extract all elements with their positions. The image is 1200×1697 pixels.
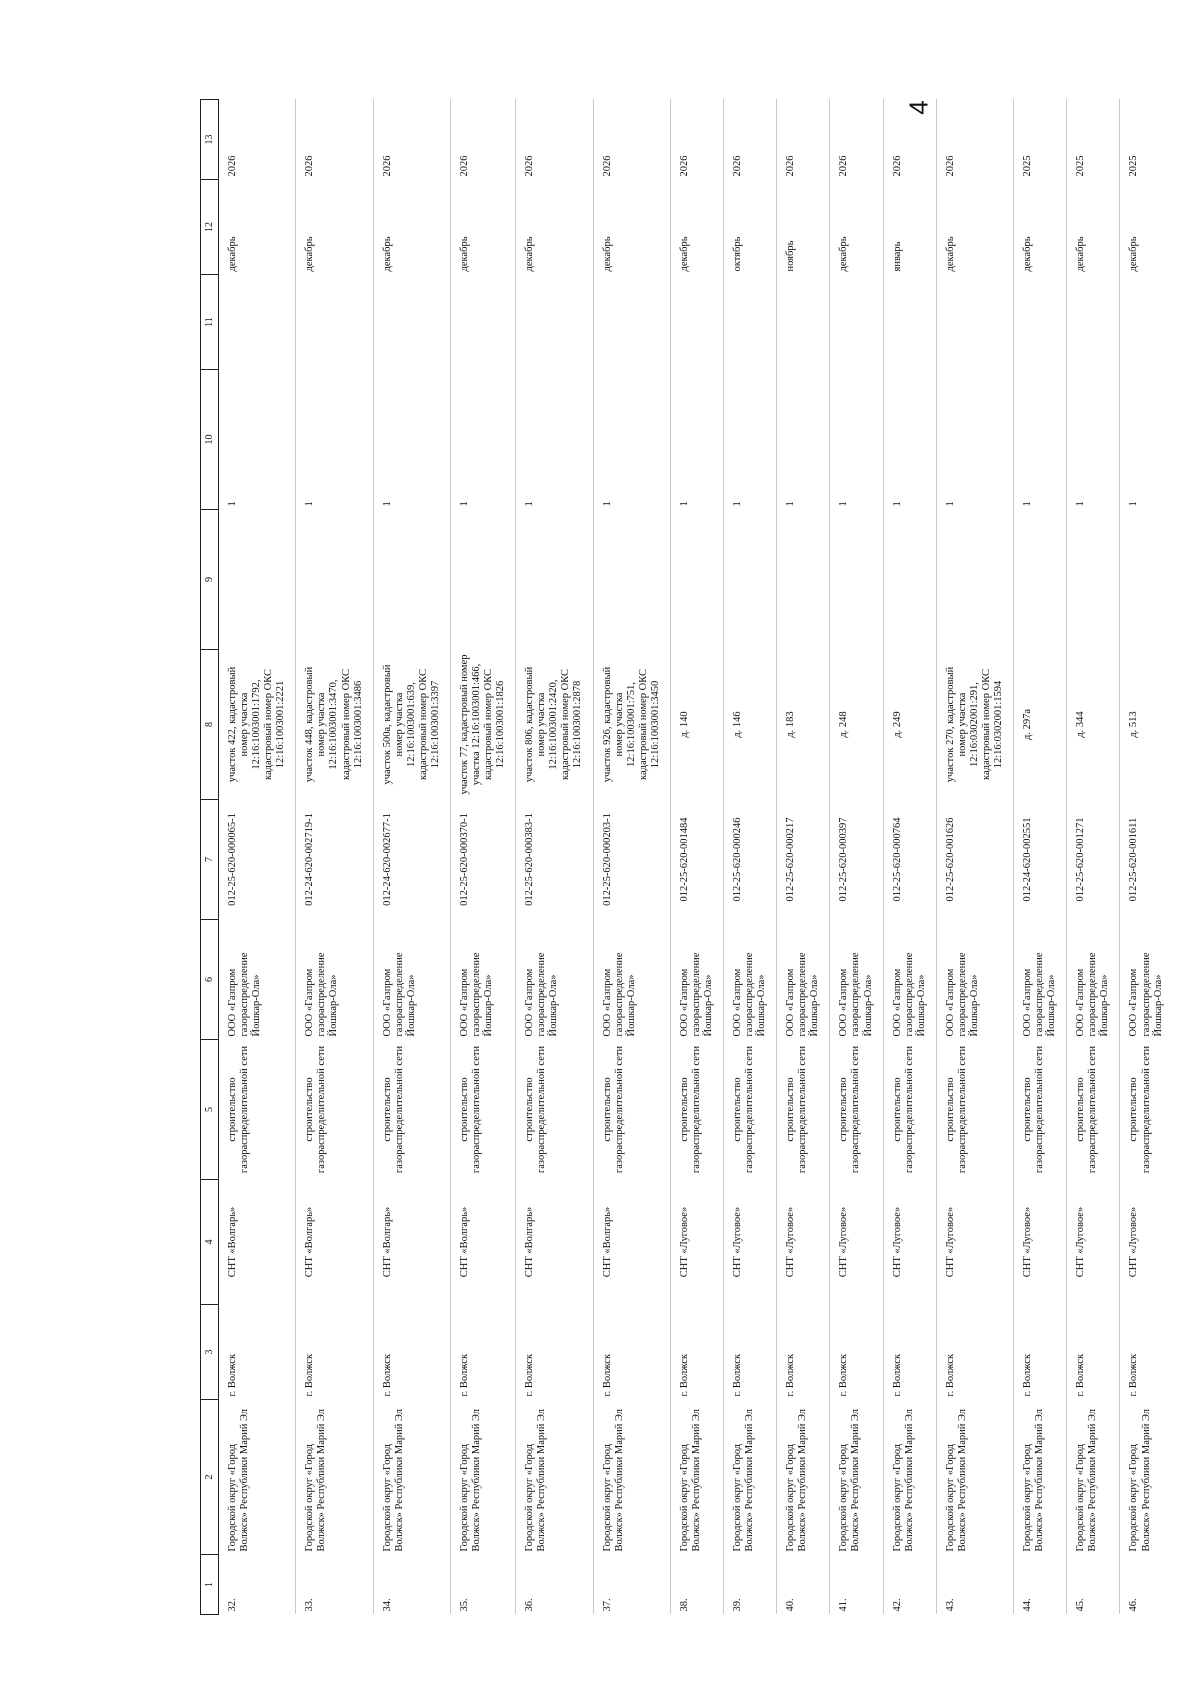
column-11-cell [450, 275, 515, 370]
quantity-cell: 1 [296, 370, 373, 510]
column-9-cell [724, 510, 777, 650]
organization-cell: ООО «Газпром газораспределение Йошкар-Ола» [219, 920, 296, 1040]
row-number-cell: 40. [777, 1555, 830, 1615]
district-cell: Городской округ «Город Волжск» Республики Марий Эл [1067, 1400, 1120, 1555]
organization-cell: ООО «Газпром газораспределение Йошкар-Ола» [296, 920, 373, 1040]
table-row [777, 100, 830, 1615]
city-cell: г. Волжск [724, 1305, 777, 1400]
snt-cell: СНТ «Луговое» [1128, 1206, 1140, 1278]
application-code-cell: 012-25-620-001626 [936, 800, 1013, 920]
quantity-cell: 1 [724, 370, 777, 510]
city-cell: г. Волжск [1014, 1305, 1067, 1400]
column-9-cell [516, 510, 593, 650]
table-body [219, 100, 1173, 1615]
row-number-cell: 37. [593, 1555, 670, 1615]
table-row [516, 100, 593, 1615]
quantity-cell: 1 [1014, 370, 1067, 510]
quantity-cell: 1 [450, 370, 515, 510]
work-type-cell: строительство газораспределительной сети [883, 1040, 936, 1180]
column-9-cell [777, 510, 830, 650]
address-cell: участок 448, кадастровый номер участка 12:16:1003001:3470, кадастровый номер ОКС 12:16:1003001:3486 [296, 650, 373, 800]
column-9-cell [1014, 510, 1067, 650]
year-cell: 2026 [777, 100, 830, 180]
column-9-cell [670, 510, 723, 650]
city-cell: г. Волжск [373, 1305, 450, 1400]
application-code-cell: 012-25-620-000383-1 [516, 800, 593, 920]
table-row [724, 100, 777, 1615]
organization-cell: ООО «Газпром газораспределение Йошкар-Ола» [830, 920, 883, 1040]
district-cell: Городской округ «Город Волжск» Республики Марий Эл [593, 1400, 670, 1555]
column-11-cell [777, 275, 830, 370]
column-11-cell [724, 275, 777, 370]
work-type-cell: строительство газораспределительной сети [830, 1040, 883, 1180]
quantity-cell: 1 [883, 370, 936, 510]
table-row [830, 100, 883, 1615]
organization-cell: ООО «Газпром газораспределение Йошкар-Ола» [373, 920, 450, 1040]
district-cell: Городской округ «Город Волжск» Республики Марий Эл [670, 1400, 723, 1555]
district-cell: Городской округ «Город Волжск» Республики Марий Эл [724, 1400, 777, 1555]
organization-cell: ООО «Газпром газораспределение Йошкар-Ола» [936, 920, 1013, 1040]
city-cell: г. Волжск [296, 1305, 373, 1400]
city-cell: г. Волжск [1128, 1353, 1140, 1397]
row-number-cell: 44. [1014, 1555, 1067, 1615]
table-row [296, 100, 373, 1615]
month-cell: декабрь [1067, 180, 1120, 275]
district-cell: Городской округ «Город Волжск» Республики Марий Эл [450, 1400, 515, 1555]
table-row [1014, 100, 1067, 1615]
organization-cell: ООО «Газпром газораспределение Йошкар-Ола» [1067, 920, 1120, 1040]
address-cell: д. 297а [1014, 650, 1067, 800]
table-row [219, 100, 296, 1615]
column-11-cell [1120, 275, 1173, 370]
quantity-cell: 1 [593, 370, 670, 510]
address-cell: д. 140 [670, 650, 723, 800]
table-row [373, 100, 450, 1615]
address-cell: участок 806, кадастровый номер участка 12:16:1003001:2420, кадастровый номер ОКС 12:16:1003001:2878 [516, 650, 593, 800]
work-type-cell: строительство газораспределительной сети [1128, 1045, 1152, 1174]
column-9-cell [450, 510, 515, 650]
application-code-cell: 012-25-620-000764 [883, 800, 936, 920]
district-cell: Городской округ «Город Волжск» Республики Марий Эл [516, 1400, 593, 1555]
month-cell: декабрь [830, 180, 883, 275]
quantity-cell: 1 [830, 370, 883, 510]
column-11-cell [883, 275, 936, 370]
district-cell: Городской округ «Город Волжск» Республики Марий Эл [296, 1400, 373, 1555]
snt-cell: СНТ «Луговое» [936, 1180, 1013, 1305]
column-header: 7 [201, 800, 219, 920]
column-header: 13 [201, 100, 219, 180]
snt-cell: СНТ «Волгарь» [516, 1180, 593, 1305]
column-11-cell [219, 275, 296, 370]
address-cell: участок 77, кадастровый номер участка 12:16:1003001:466, кадастровый номер ОКС 12:16:1003001:1826 [450, 650, 515, 800]
column-number-row [201, 100, 219, 1615]
column-9-cell [219, 510, 296, 650]
organization-cell: ООО «Газпром газораспределение Йошкар-Ола» [450, 920, 515, 1040]
application-code-cell: 012-25-620-001484 [670, 800, 723, 920]
quantity-cell: 1 [373, 370, 450, 510]
year-cell: 2025 [1014, 100, 1067, 180]
row-number-cell: 36. [516, 1555, 593, 1615]
organization-cell: ООО «Газпром газораспределение Йошкар-Ола» [516, 920, 593, 1040]
application-code-cell: 012-24-620-002719-1 [296, 800, 373, 920]
organization-cell: ООО «Газпром газораспределение Йошкар-Ола» [883, 920, 936, 1040]
column-header: 12 [201, 180, 219, 275]
month-cell: октябрь [724, 180, 777, 275]
year-cell: 2026 [724, 100, 777, 180]
snt-cell: СНТ «Луговое» [883, 1180, 936, 1305]
column-header: 11 [201, 275, 219, 370]
city-cell: г. Волжск [1067, 1305, 1120, 1400]
application-code-cell: 012-25-620-001271 [1067, 800, 1120, 920]
snt-cell: СНТ «Луговое» [830, 1180, 883, 1305]
city-cell: г. Волжск [777, 1305, 830, 1400]
year-cell: 2026 [670, 100, 723, 180]
month-cell: декабрь [516, 180, 593, 275]
column-header: 4 [201, 1180, 219, 1305]
row-number-cell: 42. [883, 1555, 936, 1615]
column-header: 9 [201, 510, 219, 650]
column-header: 8 [201, 650, 219, 800]
district-cell: Городской округ «Город Волжск» Республики Марий Эл [936, 1400, 1013, 1555]
column-11-cell [936, 275, 1013, 370]
column-header: 5 [201, 1040, 219, 1180]
month-cell: декабрь [593, 180, 670, 275]
table-row [1067, 100, 1120, 1615]
row-number-cell: 45. [1067, 1555, 1120, 1615]
address-cell: участок 422, кадастровый номер участка 12:16:1003001:1792, кадастровый номер ОКС 12:16:1003001:2221 [219, 650, 296, 800]
column-11-cell [830, 275, 883, 370]
column-11-cell [1067, 275, 1120, 370]
column-11-cell [516, 275, 593, 370]
snt-cell: СНТ «Волгарь» [593, 1180, 670, 1305]
row-number-cell: 39. [724, 1555, 777, 1615]
year-cell: 2026 [593, 100, 670, 180]
column-11-cell [593, 275, 670, 370]
address-cell: участок 926, кадастровый номер участка 12:16:1003001:751, кадастровый номер ОКС 12:16:1003001:3450 [593, 650, 670, 800]
month-cell: декабрь [373, 180, 450, 275]
row-number-cell: 33. [296, 1555, 373, 1615]
month-cell: декабрь [450, 180, 515, 275]
address-cell: д. 249 [883, 650, 936, 800]
city-cell: г. Волжск [883, 1305, 936, 1400]
row-number-cell: 32. [219, 1555, 296, 1615]
snt-cell: СНТ «Луговое» [670, 1180, 723, 1305]
district-cell: Городской округ «Город Волжск» Республики Марий Эл [830, 1400, 883, 1555]
district-cell: Городской округ «Город Волжск» Республики Марий Эл [1014, 1400, 1067, 1555]
column-header: 6 [201, 920, 219, 1040]
page-number: 4 [903, 100, 934, 115]
work-type-cell: строительство газораспределительной сети [296, 1040, 373, 1180]
column-header: 3 [201, 1305, 219, 1400]
month-cell: декабрь [296, 180, 373, 275]
year-cell: 2025 [1128, 155, 1140, 177]
column-9-cell [593, 510, 670, 650]
column-9-cell [1120, 510, 1173, 650]
city-cell: г. Волжск [516, 1305, 593, 1400]
organization-cell: ООО «Газпром газораспределение Йошкар-Ола» [777, 920, 830, 1040]
table-row [593, 100, 670, 1615]
district-cell: Городской округ «Город Волжск» Республики Марий Эл [883, 1400, 936, 1555]
row-number-cell: 43. [936, 1555, 1013, 1615]
column-9-cell [296, 510, 373, 650]
year-cell: 2026 [516, 100, 593, 180]
rotated-table-area [200, 100, 1164, 1615]
gasification-table [200, 99, 1173, 1615]
snt-cell: СНТ «Волгарь» [450, 1180, 515, 1305]
application-code-cell: 012-24-620-002677-1 [373, 800, 450, 920]
application-code-cell: 012-25-620-000065-1 [219, 800, 296, 920]
district-cell: Городской округ «Город Волжск» Республики Марий Эл [1128, 1409, 1152, 1552]
address-cell: д. 183 [777, 650, 830, 800]
application-code-cell: 012-25-620-000370-1 [450, 800, 515, 920]
column-9-cell [1067, 510, 1120, 650]
column-9-cell [936, 510, 1013, 650]
year-cell: 2025 [1067, 100, 1120, 180]
column-header: 2 [201, 1400, 219, 1555]
column-9-cell [883, 510, 936, 650]
city-cell: г. Волжск [936, 1305, 1013, 1400]
quantity-cell: 1 [777, 370, 830, 510]
city-cell: г. Волжск [219, 1305, 296, 1400]
address-cell: д. 344 [1067, 650, 1120, 800]
snt-cell: СНТ «Луговое» [1014, 1180, 1067, 1305]
district-cell: Городской округ «Город Волжск» Республики Марий Эл [219, 1400, 296, 1555]
work-type-cell: строительство газораспределительной сети [219, 1040, 296, 1180]
quantity-cell: 1 [1067, 370, 1120, 510]
work-type-cell: строительство газораспределительной сети [936, 1040, 1013, 1180]
application-code-cell: 012-25-620-000217 [777, 800, 830, 920]
work-type-cell: строительство газораспределительной сети [1067, 1040, 1120, 1180]
snt-cell: СНТ «Волгарь» [296, 1180, 373, 1305]
work-type-cell: строительство газораспределительной сети [593, 1040, 670, 1180]
year-cell: 2026 [219, 100, 296, 180]
row-number-cell: 46. [1128, 1598, 1140, 1612]
table-row [450, 100, 515, 1615]
month-cell: ноябрь [777, 180, 830, 275]
application-code-cell: 012-24-620-002551 [1014, 800, 1067, 920]
address-cell: д. 513 [1128, 711, 1140, 738]
city-cell: г. Волжск [670, 1305, 723, 1400]
month-cell: декабрь [936, 180, 1013, 275]
organization-cell: ООО «Газпром газораспределение Йошкар-Ола» [1128, 952, 1164, 1037]
address-cell: участок 500а, кадастровый номер участка 12:16:1003001:639, кадастровый номер ОКС 12:16:1003001:3397 [373, 650, 450, 800]
year-cell: 2026 [830, 100, 883, 180]
work-type-cell: строительство газораспределительной сети [670, 1040, 723, 1180]
organization-cell: ООО «Газпром газораспределение Йошкар-Ола» [724, 920, 777, 1040]
city-cell: г. Волжск [450, 1305, 515, 1400]
city-cell: г. Волжск [830, 1305, 883, 1400]
address-cell: д. 248 [830, 650, 883, 800]
column-9-cell [830, 510, 883, 650]
work-type-cell: строительство газораспределительной сети [777, 1040, 830, 1180]
table-row [670, 100, 723, 1615]
month-cell: декабрь [219, 180, 296, 275]
month-cell: январь [883, 180, 936, 275]
quantity-cell: 1 [516, 370, 593, 510]
month-cell: декабрь [1128, 236, 1140, 272]
quantity-cell: 1 [936, 370, 1013, 510]
column-header: 1 [201, 1555, 219, 1615]
organization-cell: ООО «Газпром газораспределение Йошкар-Ола» [593, 920, 670, 1040]
application-code-cell: 012-25-620-000246 [724, 800, 777, 920]
column-11-cell [373, 275, 450, 370]
application-code-cell: 012-25-620-001611 [1128, 817, 1140, 902]
year-cell: 2026 [450, 100, 515, 180]
row-number-cell: 38. [670, 1555, 723, 1615]
work-type-cell: строительство газораспределительной сети [1014, 1040, 1067, 1180]
work-type-cell: строительство газораспределительной сети [450, 1040, 515, 1180]
quantity-cell: 1 [1128, 501, 1140, 507]
snt-cell: СНТ «Луговое» [724, 1180, 777, 1305]
organization-cell: ООО «Газпром газораспределение Йошкар-Ола» [670, 920, 723, 1040]
application-code-cell: 012-25-620-000203-1 [593, 800, 670, 920]
snt-cell: СНТ «Луговое» [1067, 1180, 1120, 1305]
row-number-cell: 35. [450, 1555, 515, 1615]
column-11-cell [1014, 275, 1067, 370]
table-row [1120, 100, 1173, 1615]
organization-cell: ООО «Газпром газораспределение Йошкар-Ола» [1014, 920, 1067, 1040]
column-9-cell [373, 510, 450, 650]
month-cell: декабрь [670, 180, 723, 275]
address-cell: участок 270, кадастровый номер участка 12:16:0302001:291, кадастровый номер ОКС 12:16:0302001:1594 [936, 650, 1013, 800]
work-type-cell: строительство газораспределительной сети [724, 1040, 777, 1180]
quantity-cell: 1 [219, 370, 296, 510]
district-cell: Городской округ «Город Волжск» Республики Марий Эл [777, 1400, 830, 1555]
year-cell: 2026 [373, 100, 450, 180]
row-number-cell: 34. [373, 1555, 450, 1615]
snt-cell: СНТ «Луговое» [777, 1180, 830, 1305]
address-cell: д. 146 [724, 650, 777, 800]
row-number-cell: 41. [830, 1555, 883, 1615]
column-11-cell [296, 275, 373, 370]
work-type-cell: строительство газораспределительной сети [516, 1040, 593, 1180]
year-cell: 2026 [883, 100, 936, 180]
month-cell: декабрь [1014, 180, 1067, 275]
city-cell: г. Волжск [593, 1305, 670, 1400]
work-type-cell: строительство газораспределительной сети [373, 1040, 450, 1180]
district-cell: Городской округ «Город Волжск» Республики Марий Эл [373, 1400, 450, 1555]
year-cell: 2026 [296, 100, 373, 180]
application-code-cell: 012-25-620-000397 [830, 800, 883, 920]
column-11-cell [670, 275, 723, 370]
snt-cell: СНТ «Волгарь» [219, 1180, 296, 1305]
table-row [883, 100, 936, 1615]
snt-cell: СНТ «Волгарь» [373, 1180, 450, 1305]
table-row [936, 100, 1013, 1615]
quantity-cell: 1 [670, 370, 723, 510]
column-header: 10 [201, 370, 219, 510]
year-cell: 2026 [936, 100, 1013, 180]
